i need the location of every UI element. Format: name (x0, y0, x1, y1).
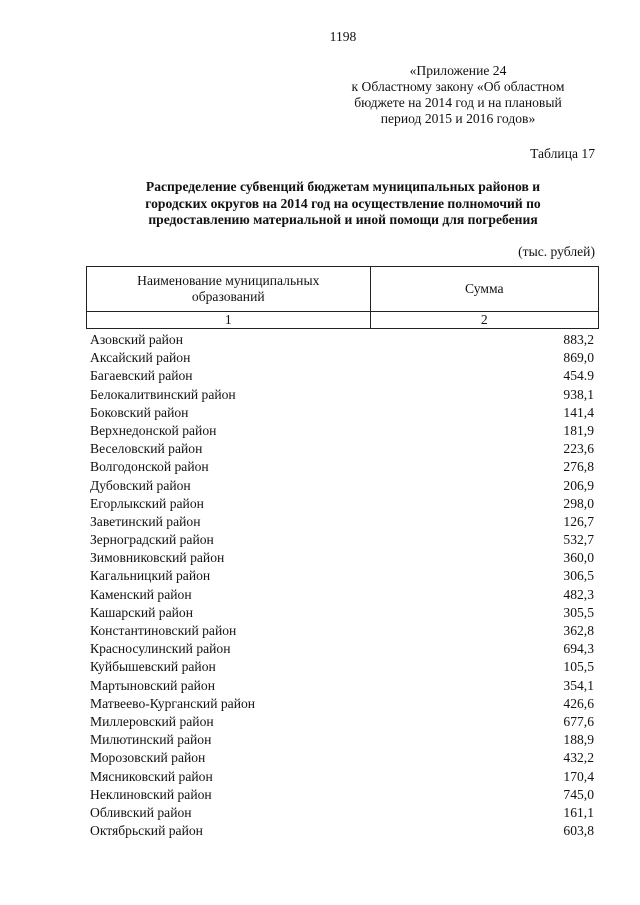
table-row (90, 531, 594, 549)
table-body (90, 331, 594, 840)
header-sum-cell: Сумма (370, 267, 598, 312)
table-row (90, 677, 594, 695)
district-amount: 745,0 (563, 786, 594, 802)
district-amount: 161,1 (563, 804, 594, 820)
district-name: Кагальницкий район (90, 568, 211, 584)
table-row (90, 349, 594, 367)
district-name: Аксайский район (90, 350, 191, 366)
district-amount: 938,1 (563, 386, 594, 402)
table-row (90, 422, 594, 440)
district-name: Милютинский район (90, 732, 212, 748)
table-row (90, 640, 594, 658)
district-amount: 482,3 (563, 586, 594, 602)
table-row (90, 549, 594, 567)
table-row (90, 731, 594, 749)
district-amount: 223,6 (563, 441, 594, 457)
district-name: Матвеево-Курганский район (90, 695, 256, 711)
district-name: Егорлыкский район (90, 495, 204, 511)
district-name: Красносулинский район (90, 641, 231, 657)
table-row (90, 622, 594, 640)
table-row (90, 786, 594, 804)
district-amount: 170,4 (563, 768, 594, 784)
district-amount: 454.9 (563, 368, 594, 384)
appendix-line: бюджете на 2014 год и на плановый (354, 95, 562, 110)
table-row (90, 822, 594, 840)
table-row (90, 458, 594, 476)
table-row (90, 567, 594, 585)
table-row (90, 604, 594, 622)
table-row (90, 658, 594, 676)
header-name-line: Наименование муниципальных (137, 273, 320, 288)
district-name: Верхнедонской район (90, 422, 217, 438)
district-amount: 276,8 (563, 459, 594, 475)
district-name: Неклиновский район (90, 786, 212, 802)
district-name: Зерноградский район (90, 532, 214, 548)
column-number-cell: 1 (87, 312, 371, 329)
district-name: Морозовский район (90, 750, 206, 766)
table-row (90, 331, 594, 349)
table-row (90, 386, 594, 404)
table-row (90, 804, 594, 822)
district-amount: 354,1 (563, 677, 594, 693)
page-number: 1198 (329, 29, 357, 44)
district-amount: 694,3 (563, 641, 594, 657)
district-amount: 362,8 (563, 623, 594, 638)
table-label: Таблица 17 (530, 146, 595, 161)
district-name: Зимовниковский район (90, 550, 225, 566)
district-name: Багаевский район (90, 368, 193, 384)
district-name: Куйбышевский район (90, 659, 216, 675)
district-amount: 298,0 (563, 495, 594, 511)
title-line: городских округов на 2014 год на осуществление полномочий по (145, 195, 541, 211)
district-name: Мартыновский район (90, 677, 215, 693)
table-row (90, 749, 594, 767)
table-row (90, 713, 594, 731)
appendix-line: «Приложение 24 (409, 63, 507, 78)
title-line: Распределение субвенций бюджетам муниципальных районов и (145, 179, 541, 194)
district-amount: 181,9 (563, 422, 594, 438)
district-name: Константиновский район (90, 623, 237, 638)
table-row (90, 513, 594, 531)
title-line: предоставлению материальной и иной помощи для погребения (148, 212, 538, 227)
header-name-cell (87, 267, 371, 312)
district-amount: 305,5 (563, 604, 594, 620)
district-amount: 306,5 (563, 568, 594, 584)
district-amount: 883,2 (563, 332, 594, 347)
district-amount: 206,9 (563, 477, 594, 493)
table-row (90, 768, 594, 786)
table-row (90, 495, 594, 513)
district-name: Азовский район (90, 332, 184, 347)
document-title (100, 179, 586, 229)
appendix-line: период 2015 и 2016 годов» (380, 111, 536, 126)
district-name: Кашарский район (90, 604, 193, 620)
district-amount: 105,5 (563, 659, 594, 675)
table-row (90, 404, 594, 422)
district-name: Мясниковский район (90, 768, 213, 784)
district-name: Октябрьский район (90, 823, 203, 839)
district-amount: 360,0 (563, 550, 594, 566)
district-name: Белокалитвинский район (90, 386, 236, 402)
table-header (86, 266, 599, 329)
header-name-line: образований (191, 289, 265, 304)
district-name: Миллеровский район (90, 713, 214, 729)
appendix-line: к Областному закону «Об областном (351, 79, 565, 94)
table-row (90, 367, 594, 385)
district-amount: 677,6 (563, 713, 594, 729)
district-name: Заветинский район (90, 513, 201, 529)
units-label: (тыс. рублей) (518, 244, 595, 259)
district-name: Веселовский район (90, 441, 203, 457)
district-amount: 141,4 (563, 404, 594, 420)
district-amount: 188,9 (563, 732, 594, 748)
district-amount: 426,6 (563, 695, 594, 711)
district-amount: 432,2 (563, 750, 594, 766)
appendix-reference (300, 63, 616, 127)
district-amount: 532,7 (563, 532, 594, 548)
column-number-cell: 2 (370, 312, 598, 329)
table-row (90, 695, 594, 713)
table-row (90, 586, 594, 604)
district-amount: 603,8 (563, 823, 594, 839)
table-row (90, 477, 594, 495)
district-name: Каменский район (90, 586, 192, 602)
district-name: Обливский район (90, 804, 192, 820)
district-name: Дубовский район (90, 477, 191, 493)
district-name: Волгодонской район (90, 459, 209, 475)
table-row (90, 440, 594, 458)
district-amount: 869,0 (563, 350, 594, 366)
district-amount: 126,7 (563, 513, 594, 529)
district-name: Боковский район (90, 404, 189, 420)
